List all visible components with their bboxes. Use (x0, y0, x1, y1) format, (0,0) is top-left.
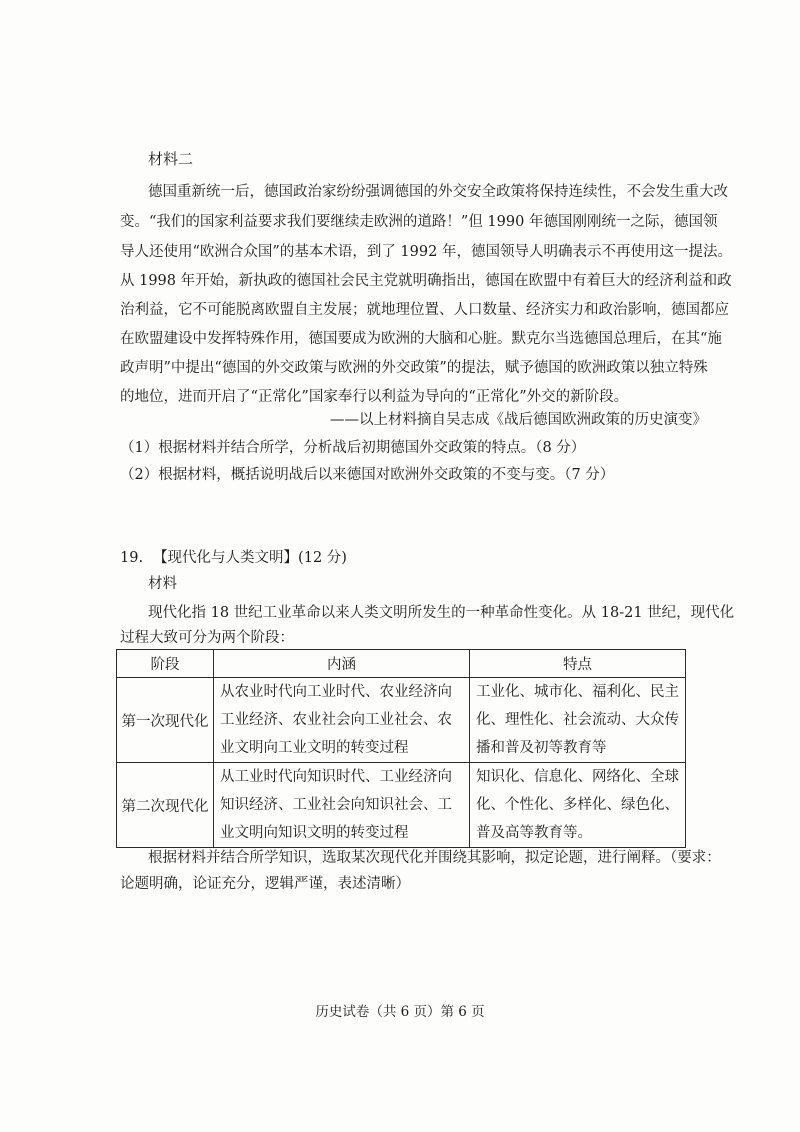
content-cell: 从工业时代向知识时代、工业经济向知识经济、工业社会向知识社会、工业文明向知识文明的转变过程 (214, 763, 470, 848)
material2-line-5: 治利益，它不可能脱离欧盟自主发展；就地理位置、人口数量、经济实力和政治影响，德国都应 (120, 302, 729, 318)
question-18-1: （1）根据材料并结合所学，分析战后初期德国外交政策的特点。（8 分） (120, 440, 586, 456)
material2-line-6: 在欧盟建设中发挥特殊作用，德国要成为欧洲的大脑和心脏。默克尔当选德国总理后，在其“施 (120, 331, 722, 347)
header-features: 特点 (470, 650, 686, 678)
table-row (117, 763, 686, 848)
material2-line-4: 从 1998 年开始，新执政的德国社会民主党就明确指出，德国在欧盟中有着巨大的经济利益和政 (120, 273, 732, 289)
page-footer: 历史试卷（共 6 页）第 6 页 (315, 1004, 485, 1020)
content-cell: 从农业时代向工业时代、农业经济向工业经济、农业社会向工业社会、农业文明向工业文明的转变过程 (214, 678, 470, 763)
header-stage: 阶段 (117, 650, 214, 678)
stage-cell: 第二次现代化 (117, 763, 214, 848)
material2-line-2: 变。“我们的国家利益要求我们要继续走欧洲的道路！”但 1990 年德国刚刚统一之际，德国领 (120, 214, 718, 230)
question-title: 【现代化与人类文明】(12 分) (153, 550, 347, 566)
modernization-table (116, 649, 686, 848)
q19-intro-line-1: 现代化指 18 世纪工业革命以来人类文明所发生的一种革命性变化。从 18-21 世纪，现代化 (148, 605, 735, 621)
q19-intro-line-2: 过程大致可分为两个阶段： (120, 630, 294, 646)
question-number: 19. (120, 550, 144, 566)
material2-line-1: 德国重新统一后，德国政治家纷纷强调德国的外交安全政策将保持连续性，不会发生重大改 (148, 184, 728, 200)
question-19-heading (120, 546, 347, 567)
material2-source: ——以上材料摘自吴志成《战后德国欧洲政策的历史演变》 (330, 412, 707, 428)
header-content: 内涵 (214, 650, 470, 678)
features-cell: 工业化、城市化、福利化、民主化、理性化、社会流动、大众传播和普及初等教育等 (470, 678, 686, 763)
q19-task-line-2: 论题明确，论证充分，逻辑严谨，表述清晰） (120, 876, 410, 892)
q19-task-line-1: 根据材料并结合所学知识，选取某次现代化并围绕其影响，拟定论题，进行阐释。（要求： (148, 850, 721, 866)
material2-label: 材料二 (148, 150, 194, 168)
material2-line-3: 导人还使用“欧洲合众国”的基本术语，到了 1992 年，德国领导人明确表示不再使用这一提法。 (120, 244, 732, 260)
table-header-row (117, 650, 686, 678)
question-18-2: （2）根据材料，概括说明战后以来德国对欧洲外交政策的不变与变。（7 分） (120, 467, 615, 483)
stage-cell: 第一次现代化 (117, 678, 214, 763)
material2-line-7: 政声明”中提出“德国的外交政策与欧洲的外交政策”的提法，赋予德国的欧洲政策以独立特殊 (120, 360, 708, 376)
features-cell: 知识化、信息化、网络化、全球化、个性化、多样化、绿色化、普及高等教育等。 (470, 763, 686, 848)
table-row (117, 678, 686, 763)
material2-line-8: 的地位，进而开启了“正常化”国家奉行以利益为导向的“正常化”外交的新阶段。 (120, 389, 629, 405)
q19-material-label: 材料 (148, 576, 177, 592)
